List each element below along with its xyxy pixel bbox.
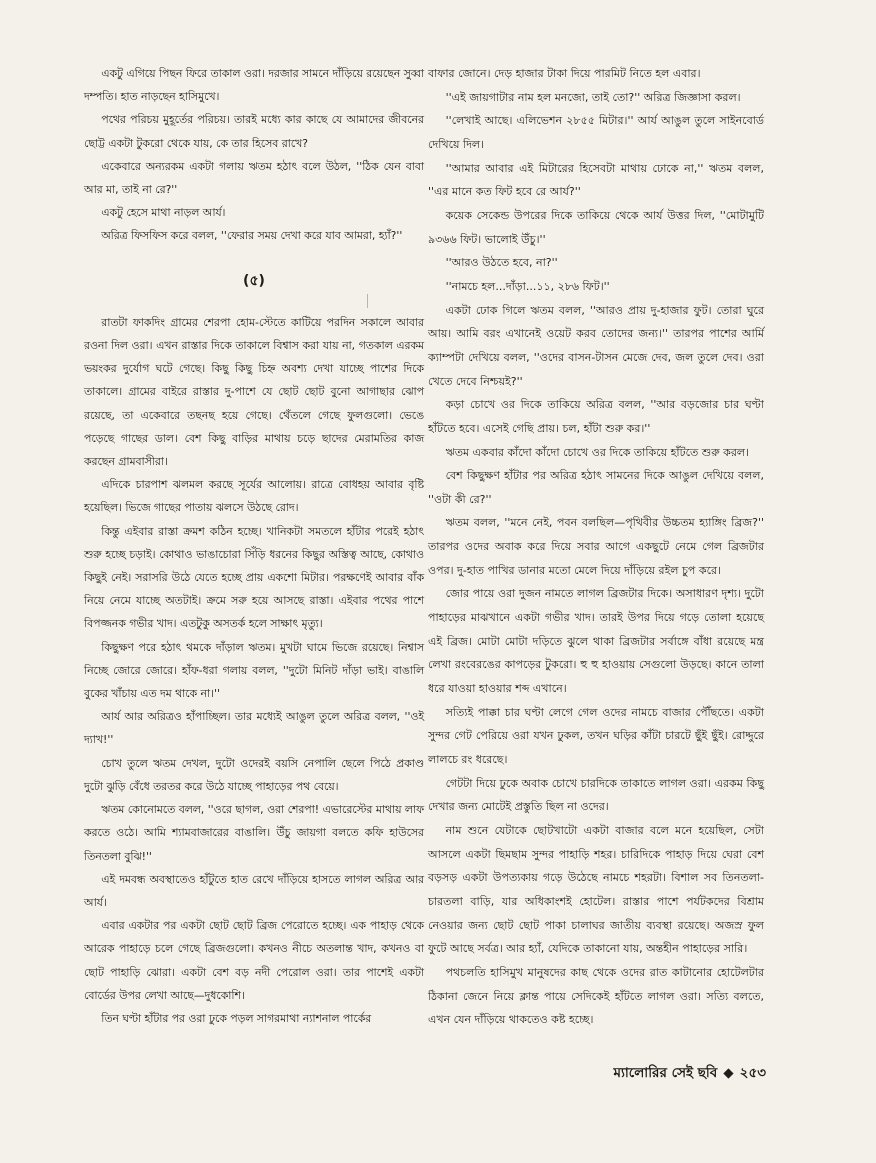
right-column [428, 62, 764, 1032]
paragraph: জোর পায়ে ওরা দুজন নামতে লাগল ব্রিজটার দিকে। অসাধারণ দৃশ্য। দুটো পাহাড়ের মাঝখানে একটা গভীর খাদ। তারই উপর দিয়ে গড়ে তোলা হয়েছে এই ব্রিজ। মোটা মোটা দড়িতে ঝুলে থাকা ব্রিজটার সর্বাঙ্গে বাঁধা রয়েছে মন্ত্র লেখা রংবেরঙের কাপড়ের টুকরো। হু হু হাওয়ায় সেগুলো উড়ছে। কানে তালা ধরে যাওয়া হাওয়ার শব্দ এখানে। [428, 587, 764, 696]
paragraph: ঋতম বলল, ''মনে নেই, পবন বলছিল—পৃথিবীর উচ্চতম হ্যাঙ্গিং ব্রিজ?'' তারপর ওদের অবাক করে দিয়ে সবার আগে একছুটে নেমে গেল ব্রিজটার ওপর। দু-হাত পাখির ডানার মতো মেলে দিয়ে দাঁড়িয়ে রইল চুপ করে। [428, 516, 764, 577]
paragraph: সত্যিই পাক্কা চার ঘণ্টা লেগে গেল ওদের নামচে বাজার পৌঁছতে। একটা সুন্দর গেট পেরিয়ে ওরা যখন ঢুকল, তখন ঘড়ির কাঁটা চারটে ছুঁই ছুঁই। রোদ্দুরে লালচে রং ধরেছে। [428, 705, 764, 767]
paragraph: ঋতম কোনোমতে বলল, ''ওরে ছাগল, ওরা শেরপা! এভারেস্টের মাথায় লাফ করতে ওঠে। আমি শ্যামবাজারের বাঙালি। উঁচু জায়গা বলতে কফি হাউসের তিনতলা বুঝি!'' [84, 803, 424, 863]
paragraph: ''আমার আবার এই মিটারের হিসেবটা মাথায় ঢোকে না,'' ঋতম বলল, ''এর মানে কত ফিট হবে রে আর্য?'' [428, 161, 764, 199]
page-number: ২৫৩ [739, 1065, 766, 1081]
paragraph: কিছুক্ষণ পরে হঠাৎ থমকে দাঁড়াল ঋতম। মুখটা ঘামে ভিজে রয়েছে। নিশ্বাস নিচ্ছে জোরে জোরে। হাঁফ-ধরা গলায় বলল, ''দুটো মিনিট দাঁড়া ভাই। বাঙালি বুকের খাঁচায় এত দম থাকে না।'' [84, 640, 424, 701]
paragraph: পথচলতি হাসিমুখ মানুষদের কাছ থেকে ওদের রাত কাটানোর হোটেলটার ঠিকানা জেনে নিয়ে ক্লান্ত পায়ে সেদিকেই হাঁটতে লাগল ওরা। সত্যি বলতে, এখন যেন দাঁড়িয়ে থাকতেও কষ্ট হচ্ছে। [428, 965, 764, 1027]
paragraph: ''আরও উঠতে হবে, না?'' [445, 256, 558, 270]
paragraph: পথের পরিচয় মুহূর্তের পরিচয়। তারই মধ্যে কার কাছে যে আমাদের জীবনের ছোট্ট একটা টুকরো থেকে যায়, কে তার হিসেব রাখে? [84, 113, 424, 150]
diamond-icon: ◆ [723, 1065, 734, 1081]
page-footer [613, 1062, 766, 1085]
paragraph: নাম শুনে যেটাকে ছোটখাটো একটা বাজার বলে মনে হয়েছিল, সেটা আসলে একটা ছিমছাম সুন্দর পাহাড়ি শহর। চারিদিকে পাহাড় দিয়ে ঘেরা বেশ বড়সড় একটা উপত্যকায় গড়ে উঠেছে নামচে শহরটা। বিশাল সব তিনতলা-চারতলা বাড়ি, যার অধিকাংশই হোটেল। রাস্তার পাশে পর্যটকদের বিশ্রাম নেওয়ার জন্য ছোট ছোট পাকা চালাঘর জাতীয় ব্যবস্থা রয়েছে। অজস্র ফুল ফুটে আছে সর্বত্র। আর হ্যাঁ, যেদিকে তাকানো যায়, অন্তহীন পাহাড়ের সারি। [428, 824, 764, 956]
section-heading: (৫) [243, 272, 265, 289]
paragraph: একটা ঢোক গিলে ঋতম বলল, ''আরও প্রায় দু-হাজার ফুট। তোরা ঘুরে আয়। আমি বরং এখানেই ওয়েট করব তোদের জন্য।'' তারপর পাশের আর্মি ক্যাম্পটা দেখিয়ে বলল, ''ওদের বাসন-টাসন মেজে দেব, জল তুলে দেব। ওরা খেতে দেবে নিশ্চয়ই?'' [428, 303, 764, 388]
paragraph: একেবারে অন্যরকম একটা গলায় ঋতম হঠাৎ বলে উঠল, ''ঠিক যেন বাবা আর মা, তাই না রে?'' [84, 159, 424, 197]
paragraph: একটু হেসে মাথা নাড়ল আর্য। [101, 206, 226, 220]
paragraph: কয়েক সেকেন্ড উপরের দিকে তাকিয়ে থেকে আর্য উত্তর দিল, ''মোটামুটি ৯৩৬৬ ফিট। ভালোই উঁচু।'' [428, 208, 764, 246]
paragraph: বাফার জোনে। দেড় হাজার টাকা দিয়ে পারমিট নিতে হল এবার। [428, 67, 701, 80]
paragraph: বেশ কিছুক্ষণ হাঁটার পর অরিত্র হঠাৎ সামনের দিকে আঙুল দেখিয়ে বলল, ''ওটা কী রে?'' [428, 469, 764, 506]
paragraph: কড়া চোখে ওর দিকে তাকিয়ে অরিত্র বলল, ''আর বড়জোর চার ঘণ্টা হাঁটতে হবে। এসেই গেছি প্রায়। চল, হাঁটা শুরু কর।'' [428, 398, 764, 435]
paragraph: ঋতম একবার কাঁদো কাঁদো চোখে ওর দিকে তাকিয়ে হাঁটতে শুরু করল। [445, 445, 750, 459]
left-column [84, 62, 424, 1030]
paragraph: অরিত্র ফিসফিস করে বলল, ''ফেরার সময় দেখা করে যাব আমরা, হ্যাঁ?'' [101, 229, 403, 243]
paragraph: রাতটা ফাকদিং গ্রামের শেরপা হোম-স্টেতে কাটিয়ে পরদিন সকালে আবার রওনা দিল ওরা। এখন রাস্তার দিকে তাকালে বিশ্বাস করা যায় না, গতকাল এরকম ভয়ংকর দুর্যোগ ঘটে গেছে। কিছু কিছু চিহ্ন অবশ্য দেখা যাচ্ছে পাশের দিকে তাকালে। গ্রামের বাইরে রাস্তার দু-পাশে যে ছোট ছোট বুনো আগাছার ঝোপ রয়েছে, তা একেবারে তছনছ হয়ে গেছে। থেঁতলে গেছে ফুলগুলো। ভেঙে পড়েছে গাছের ডাল। বেশ কিছু বাড়ির মাথায় চড়ে ছাদের মেরামতির কাজ করছেন গ্রামবাসীরা। [84, 315, 424, 469]
column-divider-mark [367, 294, 368, 308]
paragraph: এদিকে চারপাশ ঝলমল করছে সূর্যের আলোয়। রাত্রে বোধহয় আবার বৃষ্টি হয়েছিল। ভিজে গাছের পাতায় ঝলসে উঠছে রোদ। [84, 478, 424, 515]
paragraph: একটু এগিয়ে পিছন ফিরে তাকাল ওরা। দরজার সামনে দাঁড়িয়ে রয়েছেন সুব্বা দম্পতি। হাত নাড়ছেন হাসিমুখে। [84, 67, 424, 104]
paragraph: ''লেখাই আছে। এলিভেশন ২৮৫৫ মিটার।'' আর্য আঙুল তুলে সাইনবোর্ড দেখিয়ে দিল। [428, 114, 764, 151]
paragraph: চোখ তুলে ঋতম দেখল, দুটো ওদেরই বয়সি নেপালি ছেলে পিঠে প্রকাণ্ড দুটো ঝুড়ি বেঁধে তরতর করে উঠে যাচ্ছে পাহাড়ের পথ বেয়ে। [84, 756, 424, 793]
running-title: ম্যালোরির সেই ছবি [613, 1065, 718, 1081]
paragraph: গেটটা দিয়ে ঢুকে অবাক চোখে চারদিকে তাকাতে লাগল ওরা। এরকম কিছু দেখার জন্য মোটেই প্রস্তুতি ছিল না ওদের। [428, 776, 764, 814]
paragraph: আর্য আর অরিত্রও হাঁপাচ্ছিল। তার মধ্যেই আঙুল তুলে অরিত্র বলল, ''ওই দ্যাখ!'' [84, 710, 424, 747]
paragraph: ''এই জায়গাটার নাম হল মনজো, তাই তো?'' অরিত্র জিজ্ঞাসা করল। [445, 90, 741, 104]
paragraph: তিন ঘণ্টা হাঁটার পর ওরা ঢুকে পড়ল সাগরমাথা ন্যাশনাল পার্কের [101, 1011, 372, 1025]
paragraph: এবার একটার পর একটা ছোট ছোট ব্রিজ পেরোতে হচ্ছে। এক পাহাড় থেকে আরেক পাহাড়ে চলে গেছে ব্রিজগুলো। কখনও নীচে অতলান্ত খাদ, কখনও বা ছোট পাহাড়ি ঝোরা। একটা বেশ বড় নদী পেরোল ওরা। তার পাশেই একটা বোর্ডের উপর লেখা আছে—দুধকোশি। [84, 919, 424, 1002]
paragraph: ''নামচে হল...দাঁড়া...১১, ২৮৬ ফিট।'' [445, 279, 610, 293]
paragraph: কিন্তু এইবার রাস্তা ক্রমশ কঠিন হচ্ছে। খানিকটা সমতলে হাঁটার পরেই হঠাৎ শুরু হচ্ছে চড়াই। কোথাও ভাঙাচোরা সিঁড়ি ধরনের কিছুর অস্তিত্ব আছে, কোথাও কিছুই নেই। সরাসরি উঠে যেতে হচ্ছে প্রায় একশো মিটার। পরক্ষণেই আবার বাঁক নিয়ে নেমে যাচ্ছে অতটাই। ক্রমে সরু হয়ে আসছে রাস্তা। এইবার পথের পাশে বিপজ্জনক গভীর খাদ। এতটুকু অসতর্ক হলে সাক্ষাৎ মৃত্যু। [84, 524, 424, 631]
paragraph: এই দমবন্ধ অবস্থাতেও হাঁটুতে হাত রেখে দাঁড়িয়ে হাসতে লাগল অরিত্র আর আর্য। [84, 872, 424, 909]
